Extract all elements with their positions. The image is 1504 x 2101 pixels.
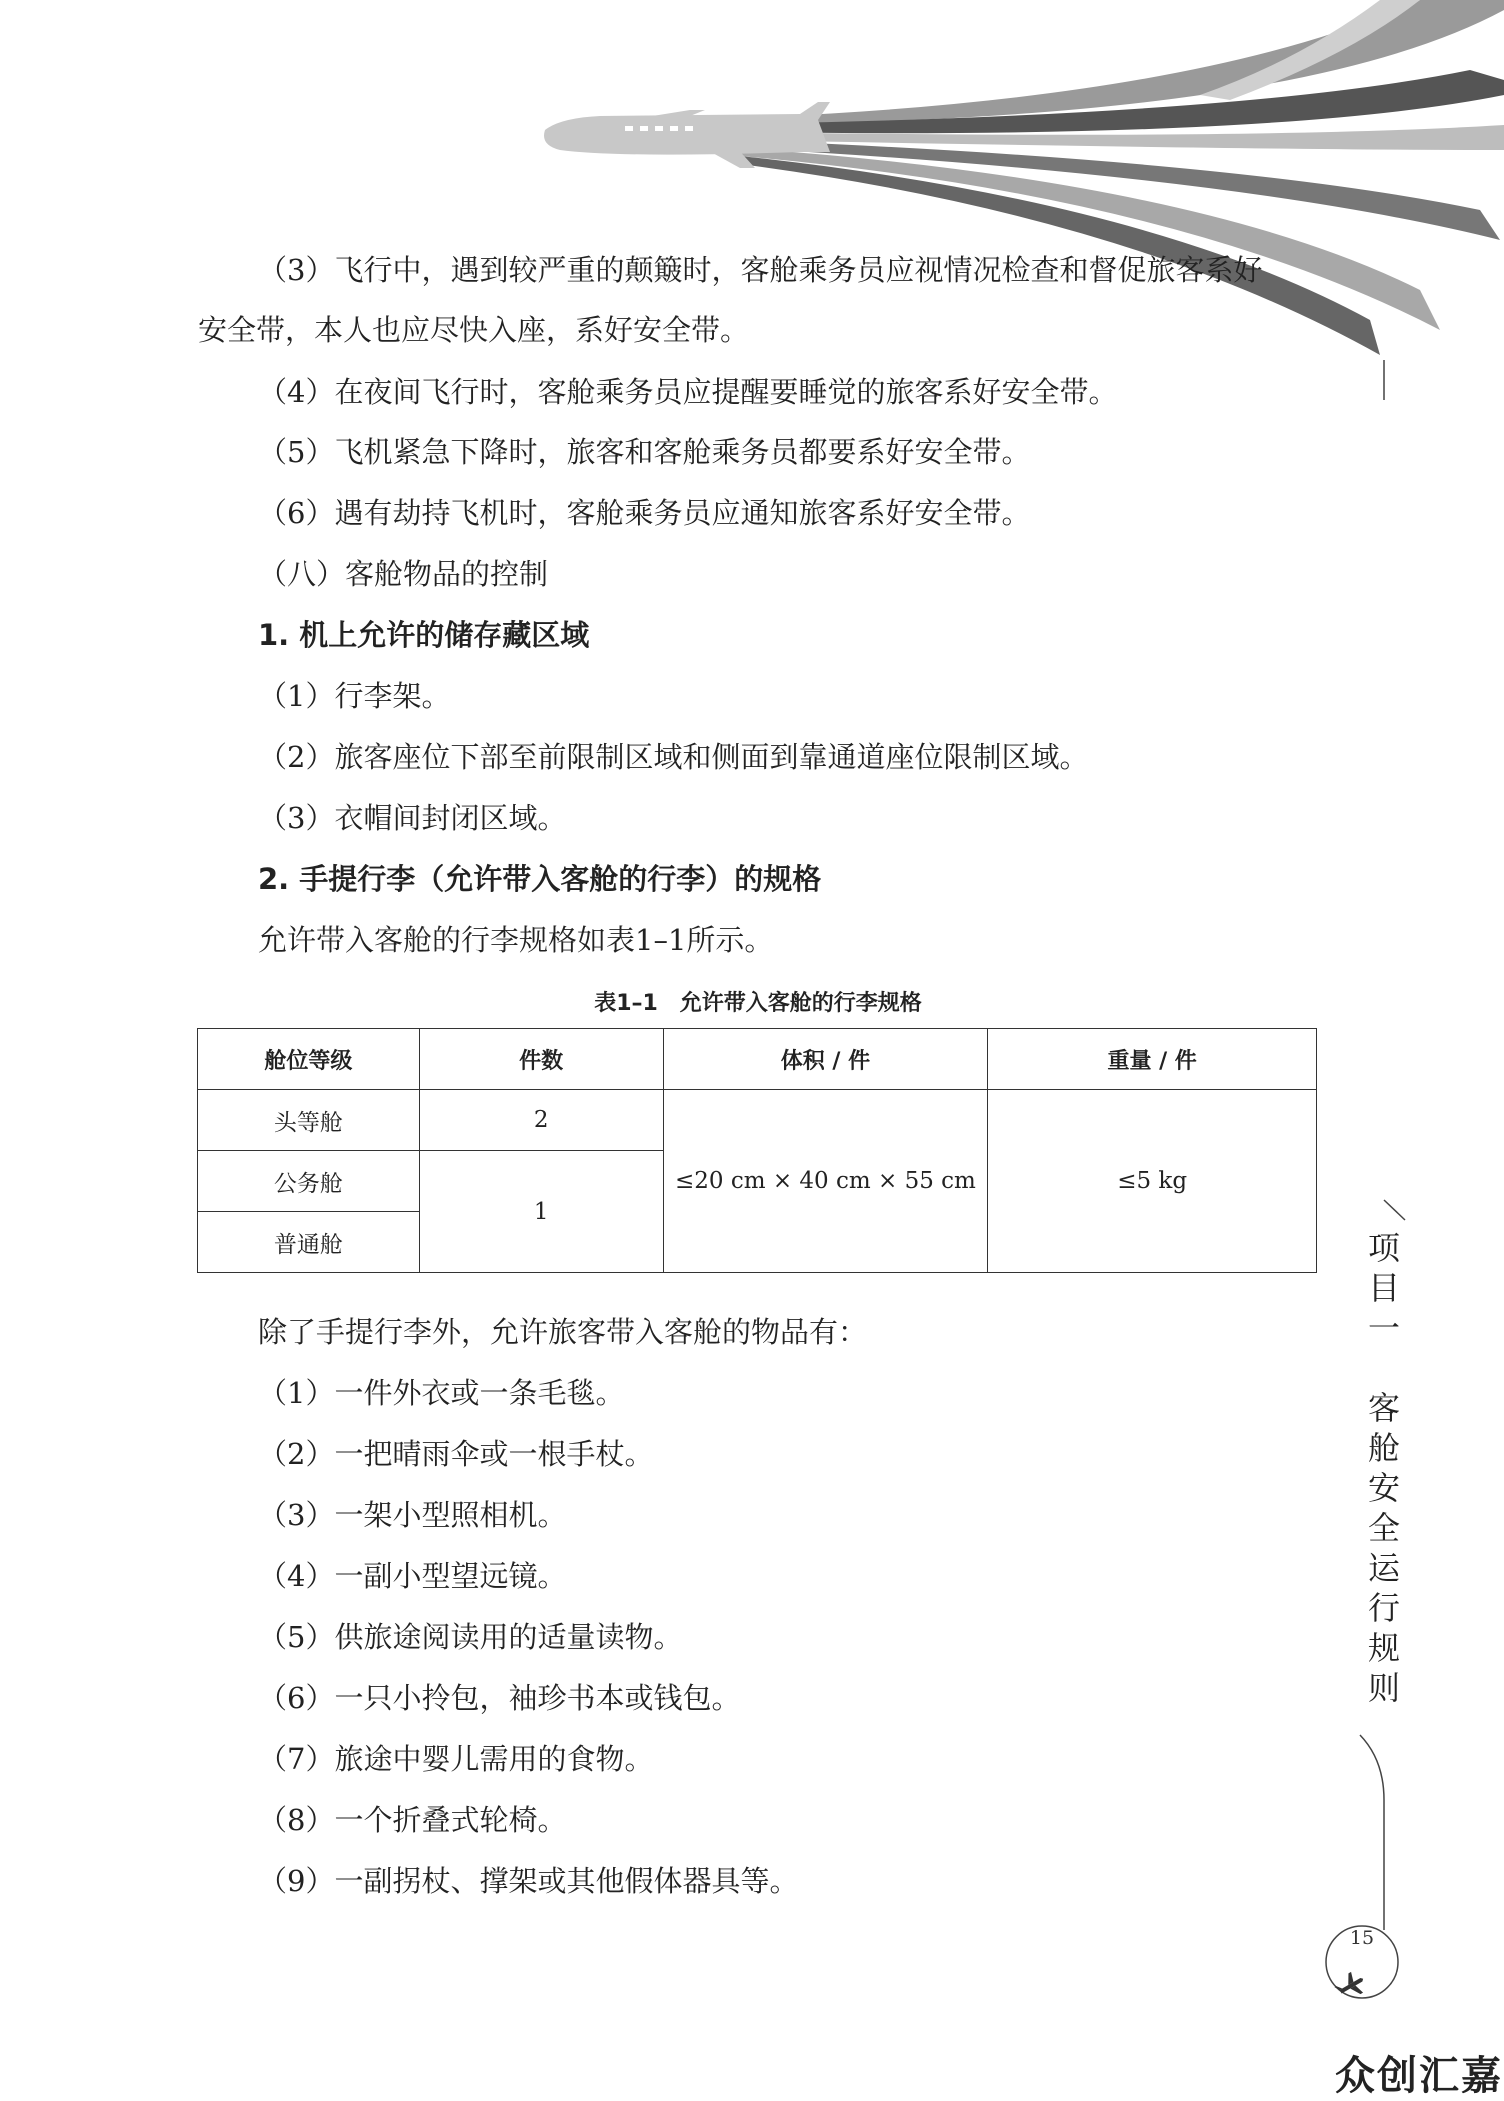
side-title-char: 一 [1367,1309,1400,1347]
speed-stripes [740,0,1504,355]
subheading-storage-areas: 1. 机上允许的储存藏区域 [258,618,590,652]
side-title-gap [1364,1348,1404,1388]
paragraph-night-flight: （4）在夜间飞行时，客舱乘务员应提醒要睡觉的旅客系好安全带。 [258,375,1118,409]
side-title-char: 项 [1367,1229,1400,1267]
header-weight: 重量 / 件 [988,1029,1317,1090]
baggage-spec-table [197,1028,1317,1273]
side-title-char: 目 [1367,1269,1400,1307]
side-title-char: 舱 [1367,1429,1400,1467]
cell-volume: ≤20 cm × 40 cm × 55 cm [663,1090,988,1273]
subheading-baggage-spec: 2. 手提行李（允许带入客舱的行李）的规格 [258,862,822,896]
paragraph-turbulence-line1: （3）飞行中，遇到较严重的颠簸时，客舱乘务员应视情况检查和督促旅客系好 [258,253,1263,287]
cell-business-class: 公务舱 [198,1151,420,1212]
list-item: （5）供旅途阅读用的适量读物。 [258,1620,683,1654]
cell-economy-class: 普通舱 [198,1212,420,1273]
carry-on-intro: 除了手提行李外，允许旅客带入客舱的物品有： [258,1315,868,1349]
storage-item-2: （2）旅客座位下部至前限制区域和侧面到靠通道座位限制区域。 [258,740,1089,774]
cell-weight: ≤5 kg [988,1090,1317,1273]
list-item: （8）一个折叠式轮椅。 [258,1803,567,1837]
paragraph-turbulence-line2: 安全带，本人也应尽快入座，系好安全带。 [198,313,750,347]
section-heading: （八）客舱物品的控制 [258,557,549,591]
list-item: （1）一件外衣或一条毛毯。 [258,1376,625,1410]
paragraph-hijacking: （6）遇有劫持飞机时，客舱乘务员应通知旅客系好安全带。 [258,496,1031,530]
list-item: （3）一架小型照相机。 [258,1498,567,1532]
list-item: （9）一副拐杖、撑架或其他假体器具等。 [258,1864,799,1898]
list-item: （7）旅途中婴儿需用的食物。 [258,1742,654,1776]
storage-item-3: （3）衣帽间封闭区域。 [258,801,567,835]
storage-item-1: （1）行李架。 [258,679,451,713]
side-title-char: 安 [1367,1469,1400,1507]
side-title-char: 行 [1367,1589,1400,1627]
cell-first-class: 头等舱 [198,1090,420,1151]
header-cabin-class: 舱位等级 [198,1029,420,1090]
cell-first-count: 2 [419,1090,663,1151]
table-intro: 允许带入客舱的行李规格如表1–1所示。 [258,923,774,957]
watermark-text: 众创汇嘉 [1335,2053,1503,2099]
side-title-char: 客 [1367,1389,1400,1427]
side-title-char: 全 [1367,1509,1400,1547]
cell-business-economy-count: 1 [419,1151,663,1273]
small-airplane-icon [1332,1968,1369,2003]
header-count: 件数 [419,1029,663,1090]
paragraph-emergency-descent: （5）飞机紧急下降时，旅客和客舱乘务员都要系好安全带。 [258,435,1031,469]
side-title-char: 规 [1367,1629,1400,1667]
list-item: （6）一只小拎包，袖珍书本或钱包。 [258,1681,741,1715]
table-caption: 表1–1 允许带入客舱的行李规格 [594,991,922,1016]
table-row [198,1090,1317,1151]
chapter-side-title [1364,1228,1404,1708]
header-volume: 体积 / 件 [663,1029,988,1090]
list-item: （2）一把晴雨伞或一根手杖。 [258,1437,654,1471]
table-header-row [198,1029,1317,1090]
side-title-char: 则 [1367,1669,1400,1707]
list-item: （4）一副小型望远镜。 [258,1559,567,1593]
page-number: 15 [1349,1927,1375,1949]
side-title-char: 运 [1367,1549,1400,1587]
